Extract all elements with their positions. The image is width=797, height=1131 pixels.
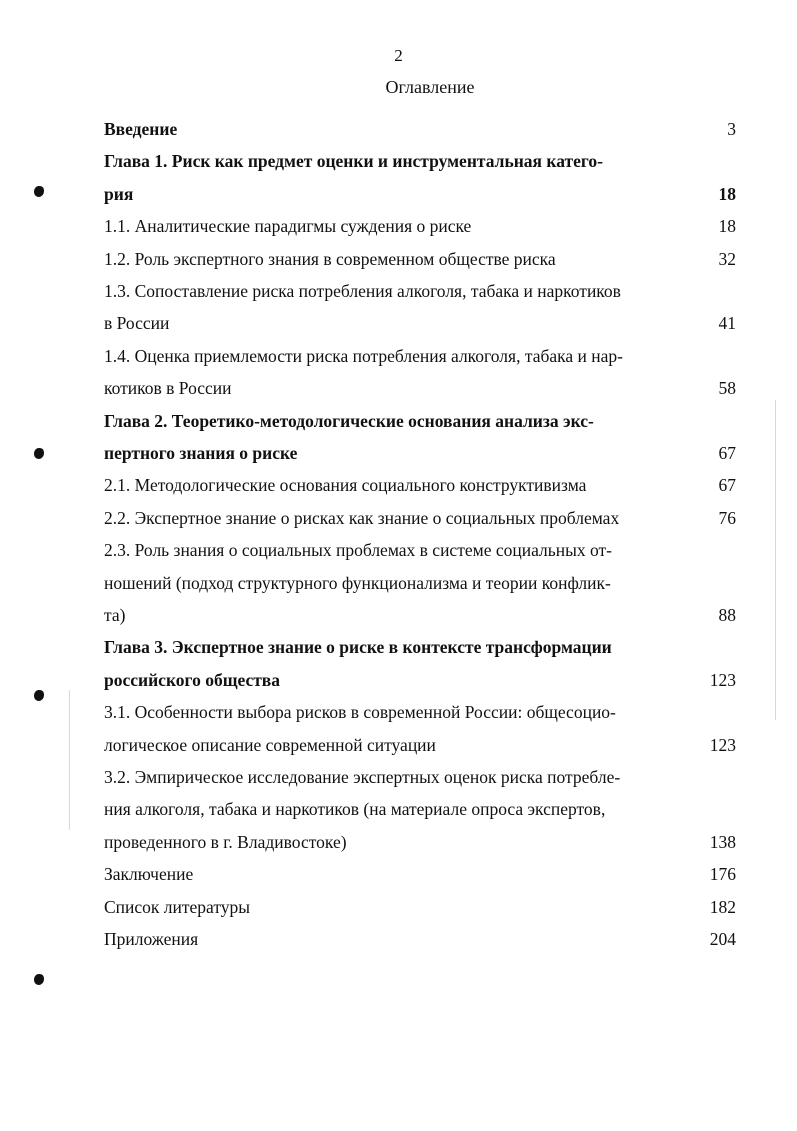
binding-hole-mark xyxy=(34,186,44,197)
page-number: 2 xyxy=(394,46,403,65)
toc-entry-line: та) xyxy=(104,605,126,625)
toc-page-number: 182 xyxy=(709,897,736,917)
toc-page-number: 3 xyxy=(727,119,736,139)
toc-page-number: 123 xyxy=(709,670,736,690)
toc-entry-line: Глава 1. Риск как предмет оценки и инструментальная катего- xyxy=(104,151,603,171)
toc-page-number: 204 xyxy=(709,929,736,949)
toc-page-number: 41 xyxy=(718,313,736,333)
toc-entry-line: 1.1. Аналитические парадигмы суждения о риске xyxy=(104,216,472,236)
scan-edge-line xyxy=(775,400,776,720)
toc-entry-line: Глава 2. Теоретико-методологические основания анализа экс- xyxy=(104,411,594,431)
toc-entry-line: проведенного в г. Владивостоке) xyxy=(104,832,347,852)
binding-hole-mark xyxy=(34,448,44,459)
toc-page-number: 67 xyxy=(718,475,736,495)
binding-hole-mark xyxy=(34,690,44,701)
toc-entry-line: ношений (подход структурного функционализма и теории конфлик- xyxy=(104,573,611,593)
toc-entry-line: Введение xyxy=(104,119,178,139)
toc-entry-line: ния алкоголя, табака и наркотиков (на материале опроса экспертов, xyxy=(104,799,606,819)
toc-entry-line: российского общества xyxy=(104,670,281,690)
toc-page-number: 123 xyxy=(709,735,736,755)
toc-page-number: 18 xyxy=(718,216,736,236)
toc-page-number: 18 xyxy=(718,184,736,204)
toc-entry-line: 1.3. Сопоставление риска потребления алкоголя, табака и наркотиков xyxy=(104,281,621,301)
toc-entry-line: рия xyxy=(104,184,134,204)
binding-hole-mark xyxy=(34,974,44,985)
toc-entry-line: Заключение xyxy=(104,864,194,884)
toc-page-number: 67 xyxy=(718,443,736,463)
toc-entry-line: 1.4. Оценка приемлемости риска потребления алкоголя, табака и нар- xyxy=(104,346,623,366)
toc-page-number: 138 xyxy=(709,832,736,852)
toc-page-number: 176 xyxy=(709,864,736,884)
toc-entry-line: котиков в России xyxy=(104,378,232,398)
toc-entry-line: Глава 3. Экспертное знание о риске в контексте трансформации xyxy=(104,637,612,657)
toc-entry-line: 3.2. Эмпирическое исследование экспертных оценок риска потребле- xyxy=(104,767,621,787)
toc-entry-line: в России xyxy=(104,313,170,333)
toc-entry-line: логическое описание современной ситуации xyxy=(104,735,436,755)
toc-entry-line: пертного знания о риске xyxy=(104,443,298,463)
scan-edge-line xyxy=(69,690,70,830)
toc-entry-line: 2.2. Экспертное знание о рисках как знание о социальных проблемах xyxy=(104,508,620,528)
toc-entry-line: Приложения xyxy=(104,929,199,949)
toc-entry-line: 2.1. Методологические основания социального конструктивизма xyxy=(104,475,587,495)
toc-entry-line: 3.1. Особенности выбора рисков в современной России: общесоцио- xyxy=(104,702,616,722)
toc-page-number: 58 xyxy=(718,378,736,398)
page-title: Оглавление xyxy=(385,77,475,97)
toc-page-number: 32 xyxy=(718,249,736,269)
toc-entry-line: Список литературы xyxy=(104,897,251,917)
toc-entry-line: 1.2. Роль экспертного знания в современном обществе риска xyxy=(104,249,556,269)
toc-page-number: 88 xyxy=(718,605,736,625)
toc-page-number: 76 xyxy=(718,508,736,528)
toc-entry-line: 2.3. Роль знания о социальных проблемах в системе социальных от- xyxy=(104,540,612,560)
